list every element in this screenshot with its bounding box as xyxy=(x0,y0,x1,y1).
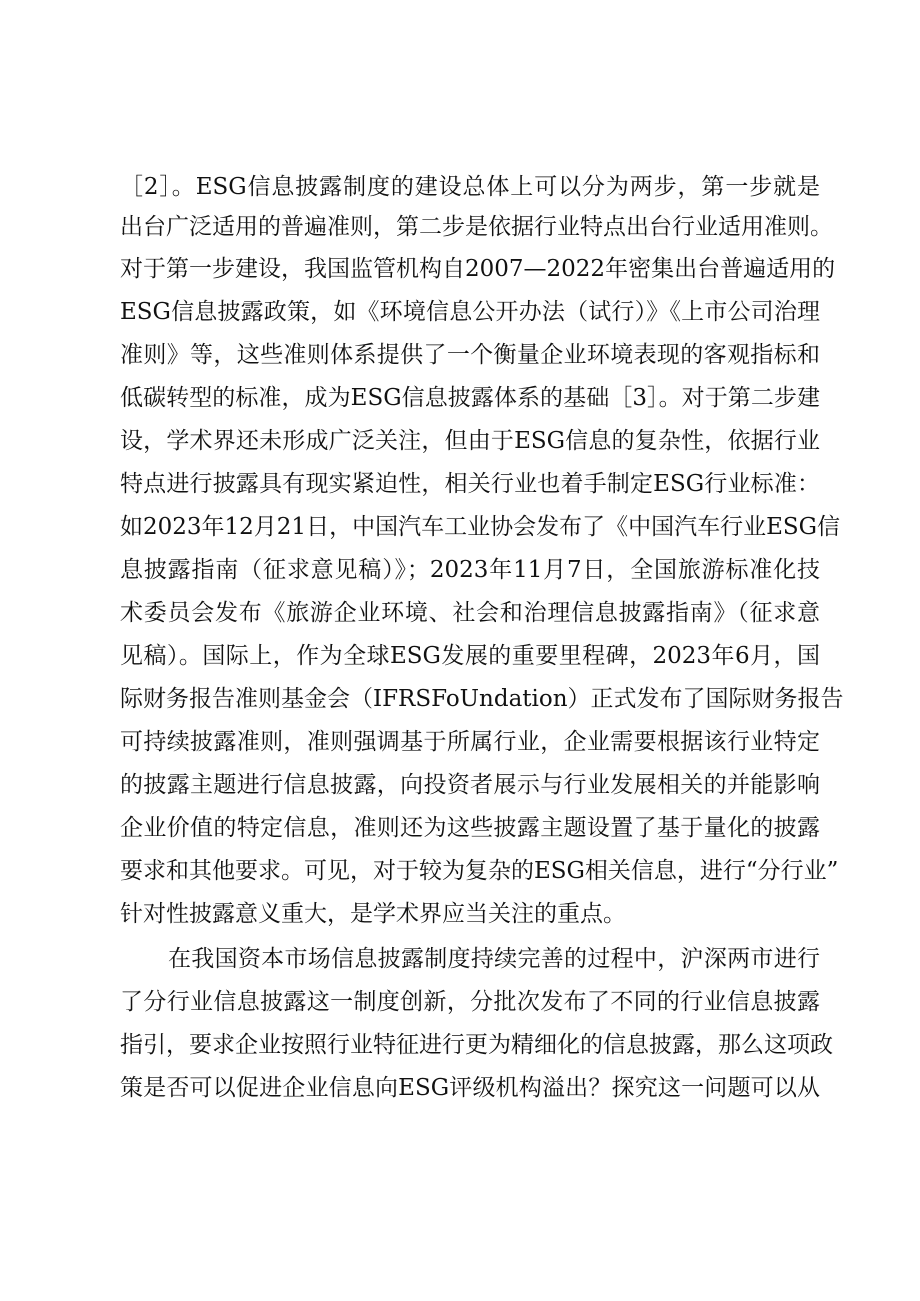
text-line: 在我国资本市场信息披露制度持续完善的过程中，沪深两市进行 xyxy=(168,946,820,972)
text-line: 息披露指南（征求意见稿）》；2023年11月7日，全国旅游标准化技 xyxy=(120,557,820,583)
text-line: 对于第一步建设，我国监管机构自2007—2022年密集出台普遍适用的 xyxy=(120,256,836,282)
text-line: 低碳转型的标准，成为ESG信息披露体系的基础［3］。对于第二步建 xyxy=(120,385,820,411)
text-line: 设，学术界还未形成广泛关注，但由于ESG信息的复杂性，依据行业 xyxy=(120,428,820,454)
text-line: 可持续披露准则，准则强调基于所属行业，企业需要根据该行业特定 xyxy=(120,729,820,755)
text-line: 准则》等，这些准则体系提供了一个衡量企业环境表现的客观指标和 xyxy=(120,342,820,368)
text-line: 策是否可以促进企业信息向ESG评级机构溢出？探究这一问题可以从 xyxy=(120,1075,820,1101)
text-line: 针对性披露意义重大，是学术界应当关注的重点。 xyxy=(120,901,626,927)
text-line: 术委员会发布《旅游企业环境、社会和治理信息披露指南》（征求意 xyxy=(120,600,820,626)
text-line: 际财务报告准则基金会（IFRSFoUndation）正式发布了国际财务报告 xyxy=(120,686,844,712)
text-line: 要求和其他要求。可见，对于较为复杂的ESG相关信息，进行“分行业” xyxy=(120,858,839,884)
text-line: 的披露主题进行信息披露，向投资者展示与行业发展相关的并能影响 xyxy=(120,772,820,798)
text-line: 如2023年12月21日，中国汽车工业协会发布了《中国汽车行业ESG信 xyxy=(120,514,840,540)
text-line: ［2］。ESG信息披露制度的建设总体上可以分为两步，第一步就是 xyxy=(120,174,820,200)
text-line: 企业价值的特定信息，准则还为这些披露主题设置了基于量化的披露 xyxy=(120,815,820,841)
text-line: 了分行业信息披露这一制度创新，分批次发布了不同的行业信息披露 xyxy=(120,989,820,1015)
text-line: ESG信息披露政策，如《环境信息公开办法（试行）》《上市公司治理 xyxy=(120,299,820,325)
text-line: 特点进行披露具有现实紧迫性，相关行业也着手制定ESG行业标准： xyxy=(120,471,820,497)
text-line: 指引，要求企业按照行业特征进行更为精细化的信息披露，那么这项政 xyxy=(120,1032,833,1058)
text-line: 出台广泛适用的普遍准则，第二步是依据行业特点出台行业适用准则。 xyxy=(120,214,833,240)
text-line: 见稿）。国际上，作为全球ESG发展的重要里程碑，2023年6月，国 xyxy=(120,643,820,669)
